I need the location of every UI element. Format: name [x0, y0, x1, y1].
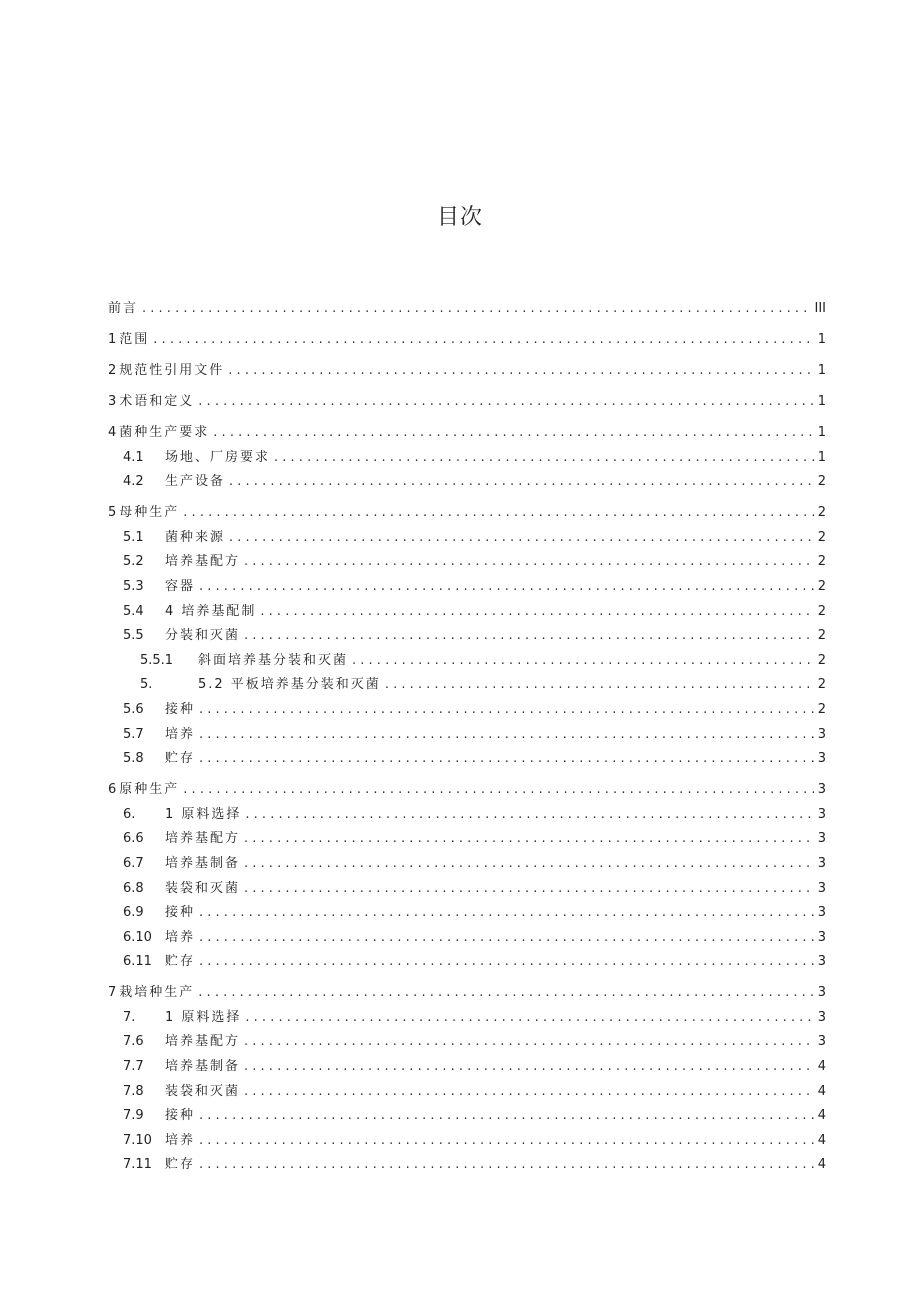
toc-entry[interactable]: [108, 286, 826, 317]
dot-leader: [244, 628, 814, 644]
toc-entry-label: [108, 1133, 195, 1149]
toc-entry-number: 7.11: [123, 1157, 152, 1173]
toc-entry-label: [108, 530, 225, 546]
dot-leader: [229, 530, 814, 546]
toc-entry-title: 贮存: [165, 1157, 196, 1173]
toc-entry[interactable]: [108, 872, 826, 897]
toc-entry-title: 培养基配方: [165, 1034, 241, 1050]
toc-entry-label: [108, 332, 149, 348]
toc-entry-number: 6.11: [123, 954, 152, 970]
toc-entry[interactable]: [108, 595, 826, 620]
dot-leader: [260, 604, 813, 620]
toc-entry-number: 6: [108, 782, 117, 798]
dot-leader: [198, 394, 813, 410]
toc-entry-number: 7: [108, 985, 117, 1001]
dot-leader: [352, 653, 814, 669]
toc-entry-label: [108, 905, 195, 921]
toc-entry-number: 5.: [140, 677, 153, 693]
toc-entry-page: 2: [817, 505, 826, 521]
dot-leader: [199, 751, 814, 767]
toc-entry-page: 4: [817, 1157, 826, 1173]
toc-entry-number: 2: [108, 363, 117, 378]
toc-entry[interactable]: [108, 644, 826, 669]
toc-entry[interactable]: [108, 946, 826, 971]
toc-entry[interactable]: [108, 823, 826, 848]
dot-leader: [245, 807, 813, 823]
toc-entry-number: 4.2: [123, 474, 144, 490]
toc-entry[interactable]: [108, 546, 826, 571]
dot-leader: [244, 554, 814, 570]
toc-entry[interactable]: [108, 1001, 826, 1026]
toc-entry-label: [108, 930, 195, 946]
toc-entry-number: 4: [108, 425, 117, 440]
toc-entry-label: [108, 394, 194, 410]
toc-entry-number: 5.1: [123, 529, 144, 545]
toc-entry[interactable]: [108, 1100, 826, 1125]
toc-entry-number: 5: [108, 505, 117, 521]
toc-entry[interactable]: [108, 897, 826, 922]
toc-entry-label: [108, 831, 240, 847]
toc-entry-label: [108, 450, 270, 466]
toc-entry-label: [108, 604, 256, 620]
toc-entry-label: [108, 985, 194, 1001]
toc-entry-title: 培养: [165, 929, 196, 945]
toc-entry-label: [108, 954, 195, 970]
toc-entry-label: [108, 856, 240, 872]
toc-entry-title: 贮存: [165, 954, 196, 970]
dot-leader: [199, 930, 814, 946]
toc-entry-number: 6.8: [123, 880, 144, 896]
toc-entry-page: 3: [817, 806, 826, 822]
dot-leader: [213, 425, 813, 441]
toc-entry-title: 1 原料选择: [165, 1009, 242, 1025]
dot-leader: [244, 1084, 814, 1100]
toc-entry-title: 贮存: [165, 751, 196, 767]
toc-entry-title: 栽培种生产: [119, 985, 195, 1001]
toc-entry-page: 2: [817, 603, 826, 619]
toc-entry-page: 2: [817, 578, 826, 594]
toc-entry-title: 容器: [165, 578, 196, 594]
toc-entry-label: [108, 702, 195, 718]
toc-entry-title: 母种生产: [119, 505, 180, 521]
dot-leader: [244, 1059, 814, 1075]
toc-entry-page: 1: [817, 332, 826, 347]
dot-leader: [274, 450, 814, 466]
toc-entry-label: [108, 363, 224, 379]
toc-entry-number: 5.5.1: [140, 652, 174, 668]
toc-entry-number: 6.10: [123, 929, 152, 945]
toc-entry-page: 3: [817, 831, 826, 847]
toc-entry-label: [108, 425, 209, 441]
dot-leader: [153, 332, 813, 348]
toc-entry-label: [108, 474, 225, 490]
toc-entry-title: 规范性引用文件: [119, 363, 225, 378]
toc-entry-page: 2: [817, 652, 826, 668]
toc-entry-page: 2: [817, 474, 826, 490]
toc-entry-number: 7.: [123, 1009, 136, 1025]
toc-entry-page: 2: [817, 554, 826, 570]
toc-entry-page: III: [814, 301, 826, 316]
dot-leader: [199, 905, 814, 921]
toc-entry-label: [108, 1034, 240, 1050]
toc-entry-title: 接种: [165, 905, 196, 921]
toc-entry-title: 培养: [165, 1132, 196, 1148]
toc-entry-title: 原种生产: [119, 782, 180, 798]
toc-entry-number: 5.2: [123, 554, 144, 570]
toc-entry-page: 3: [817, 905, 826, 921]
toc-entry-number: 7.9: [123, 1108, 144, 1124]
toc-entry-number: 7.8: [123, 1083, 144, 1099]
toc-entry-number: 5.7: [123, 726, 144, 742]
toc-entry[interactable]: [108, 570, 826, 595]
toc-entry-title: 4 培养基配制: [165, 603, 257, 619]
toc-entry[interactable]: [108, 410, 826, 441]
toc-entry-page: 2: [817, 529, 826, 545]
toc-entry-title: 培养基制备: [165, 1059, 241, 1075]
toc-entry-page: 4: [817, 1132, 826, 1148]
dot-leader: [244, 856, 814, 872]
toc-entry-title: 分装和灭菌: [165, 628, 241, 644]
dot-leader: [199, 1133, 814, 1149]
toc-entry[interactable]: [108, 798, 826, 823]
toc-entry-number: 7.6: [123, 1034, 144, 1050]
toc-entry-number: 3: [108, 394, 117, 409]
toc-entry[interactable]: [108, 1124, 826, 1149]
toc-entry-page: 1: [817, 363, 826, 378]
toc-entry-page: 3: [817, 985, 826, 1001]
toc-entry[interactable]: [108, 693, 826, 718]
dot-leader: [244, 881, 814, 897]
dot-leader: [244, 1034, 814, 1050]
toc-entry-title: 装袋和灭菌: [165, 1083, 241, 1099]
toc-entry-label: [108, 301, 138, 317]
dot-leader: [199, 579, 814, 595]
toc-entry-label: [108, 1108, 195, 1124]
dot-leader: [199, 727, 814, 743]
toc-entry-label: [108, 677, 381, 693]
dot-leader: [199, 702, 814, 718]
dot-leader: [198, 985, 813, 1001]
toc-entry-number: 6.6: [123, 831, 144, 847]
toc-entry[interactable]: [108, 379, 826, 410]
toc-entry-title: 菌种来源: [165, 529, 226, 545]
toc-entry-page: 3: [817, 1009, 826, 1025]
toc-entry-label: [108, 727, 195, 743]
toc-entry-page: 4: [817, 1083, 826, 1099]
toc-entry-page: 3: [817, 954, 826, 970]
toc-entry-page: 3: [817, 1034, 826, 1050]
toc-entry-number: 4.1: [123, 449, 144, 465]
toc-entry-title: 生产设备: [165, 474, 226, 490]
toc-entry-title: 培养基制备: [165, 855, 241, 871]
toc-entry-label: [108, 1084, 240, 1100]
toc-entry-number: 6.: [123, 806, 136, 822]
toc-entry[interactable]: [108, 441, 826, 466]
dot-leader: [244, 831, 814, 847]
dot-leader: [199, 1157, 814, 1173]
toc-entry-title: 5.2 平板培养基分装和灭菌: [198, 677, 381, 693]
dot-leader: [385, 677, 814, 693]
toc-entry-page: 4: [817, 1108, 826, 1124]
toc-entry-page: 3: [817, 751, 826, 767]
toc-entry-label: [108, 751, 195, 767]
toc-entry[interactable]: [108, 620, 826, 645]
toc-entry-page: 3: [817, 855, 826, 871]
toc-entry-title: 菌种生产要求: [119, 425, 210, 440]
toc-entry-page: 1: [817, 394, 826, 409]
toc-entry[interactable]: [108, 490, 826, 521]
toc-entry-number: 7.10: [123, 1132, 152, 1148]
toc-entry-title: 斜面培养基分装和灭菌: [198, 652, 349, 668]
toc-entry-page: 1: [817, 425, 826, 440]
toc-entry-number: 7.7: [123, 1059, 144, 1075]
toc-entry-label: [108, 1157, 195, 1173]
toc-entry-number: 5.4: [123, 603, 144, 619]
dot-leader: [199, 954, 814, 970]
table-of-contents: [108, 286, 826, 1173]
dot-leader: [229, 474, 814, 490]
toc-entry[interactable]: [108, 1075, 826, 1100]
toc-entry-title: 场地、厂房要求: [165, 449, 271, 465]
toc-entry-label: [108, 554, 240, 570]
toc-entry-number: 5.6: [123, 701, 144, 717]
dot-leader: [199, 1108, 814, 1124]
toc-entry[interactable]: [108, 970, 826, 1001]
toc-entry[interactable]: [108, 847, 826, 872]
toc-entry-title: 培养: [165, 726, 196, 742]
toc-entry-label: [108, 1059, 240, 1075]
toc-entry-title: 术语和定义: [119, 394, 195, 409]
toc-entry-page: 4: [817, 1059, 826, 1075]
toc-entry-title: 培养基配方: [165, 554, 241, 570]
toc-entry-number: 6.7: [123, 855, 144, 871]
toc-entry-number: 1: [108, 332, 117, 347]
toc-entry[interactable]: [108, 767, 826, 798]
toc-entry[interactable]: [108, 669, 826, 694]
toc-entry-number: 5.3: [123, 578, 144, 594]
toc-entry[interactable]: [108, 521, 826, 546]
toc-entry-label: [108, 782, 179, 798]
toc-entry-title: 前言: [108, 301, 139, 316]
toc-entry-title: 装袋和灭菌: [165, 880, 241, 896]
toc-entry-number: 5.5: [123, 628, 144, 644]
toc-entry-page: 2: [817, 628, 826, 644]
toc-entry[interactable]: [108, 1149, 826, 1174]
dot-leader: [183, 505, 813, 521]
toc-entry-label: [108, 881, 240, 897]
toc-entry[interactable]: [108, 348, 826, 379]
toc-entry[interactable]: [108, 921, 826, 946]
toc-entry[interactable]: [108, 466, 826, 491]
toc-entry[interactable]: [108, 743, 826, 768]
toc-entry-page: 2: [817, 701, 826, 717]
toc-entry-page: 3: [817, 880, 826, 896]
toc-entry-label: [108, 628, 240, 644]
toc-entry-page: 3: [817, 726, 826, 742]
toc-entry[interactable]: [108, 1050, 826, 1075]
page-title: 目次: [436, 205, 483, 230]
toc-entry-label: [108, 579, 195, 595]
toc-entry-title: 范围: [119, 332, 150, 347]
toc-entry-page: 3: [817, 782, 826, 798]
toc-entry-title: 1 原料选择: [165, 806, 242, 822]
toc-entry[interactable]: [108, 317, 826, 348]
toc-entry-page: 3: [817, 929, 826, 945]
toc-entry-label: [108, 505, 179, 521]
dot-leader: [142, 301, 810, 317]
toc-entry-page: 2: [817, 677, 826, 693]
toc-entry-page: 1: [817, 449, 826, 465]
toc-entry[interactable]: [108, 718, 826, 743]
toc-entry-label: [108, 653, 348, 669]
toc-entry-title: 培养基配方: [165, 831, 241, 847]
toc-entry-label: [108, 1010, 241, 1026]
toc-entry-number: 5.8: [123, 751, 144, 767]
toc-entry-title: 接种: [165, 701, 196, 717]
toc-entry-label: [108, 807, 241, 823]
dot-leader: [183, 782, 813, 798]
dot-leader: [245, 1010, 813, 1026]
toc-entry-title: 接种: [165, 1108, 196, 1124]
dot-leader: [228, 363, 813, 379]
toc-entry[interactable]: [108, 1026, 826, 1051]
toc-entry-number: 6.9: [123, 905, 144, 921]
